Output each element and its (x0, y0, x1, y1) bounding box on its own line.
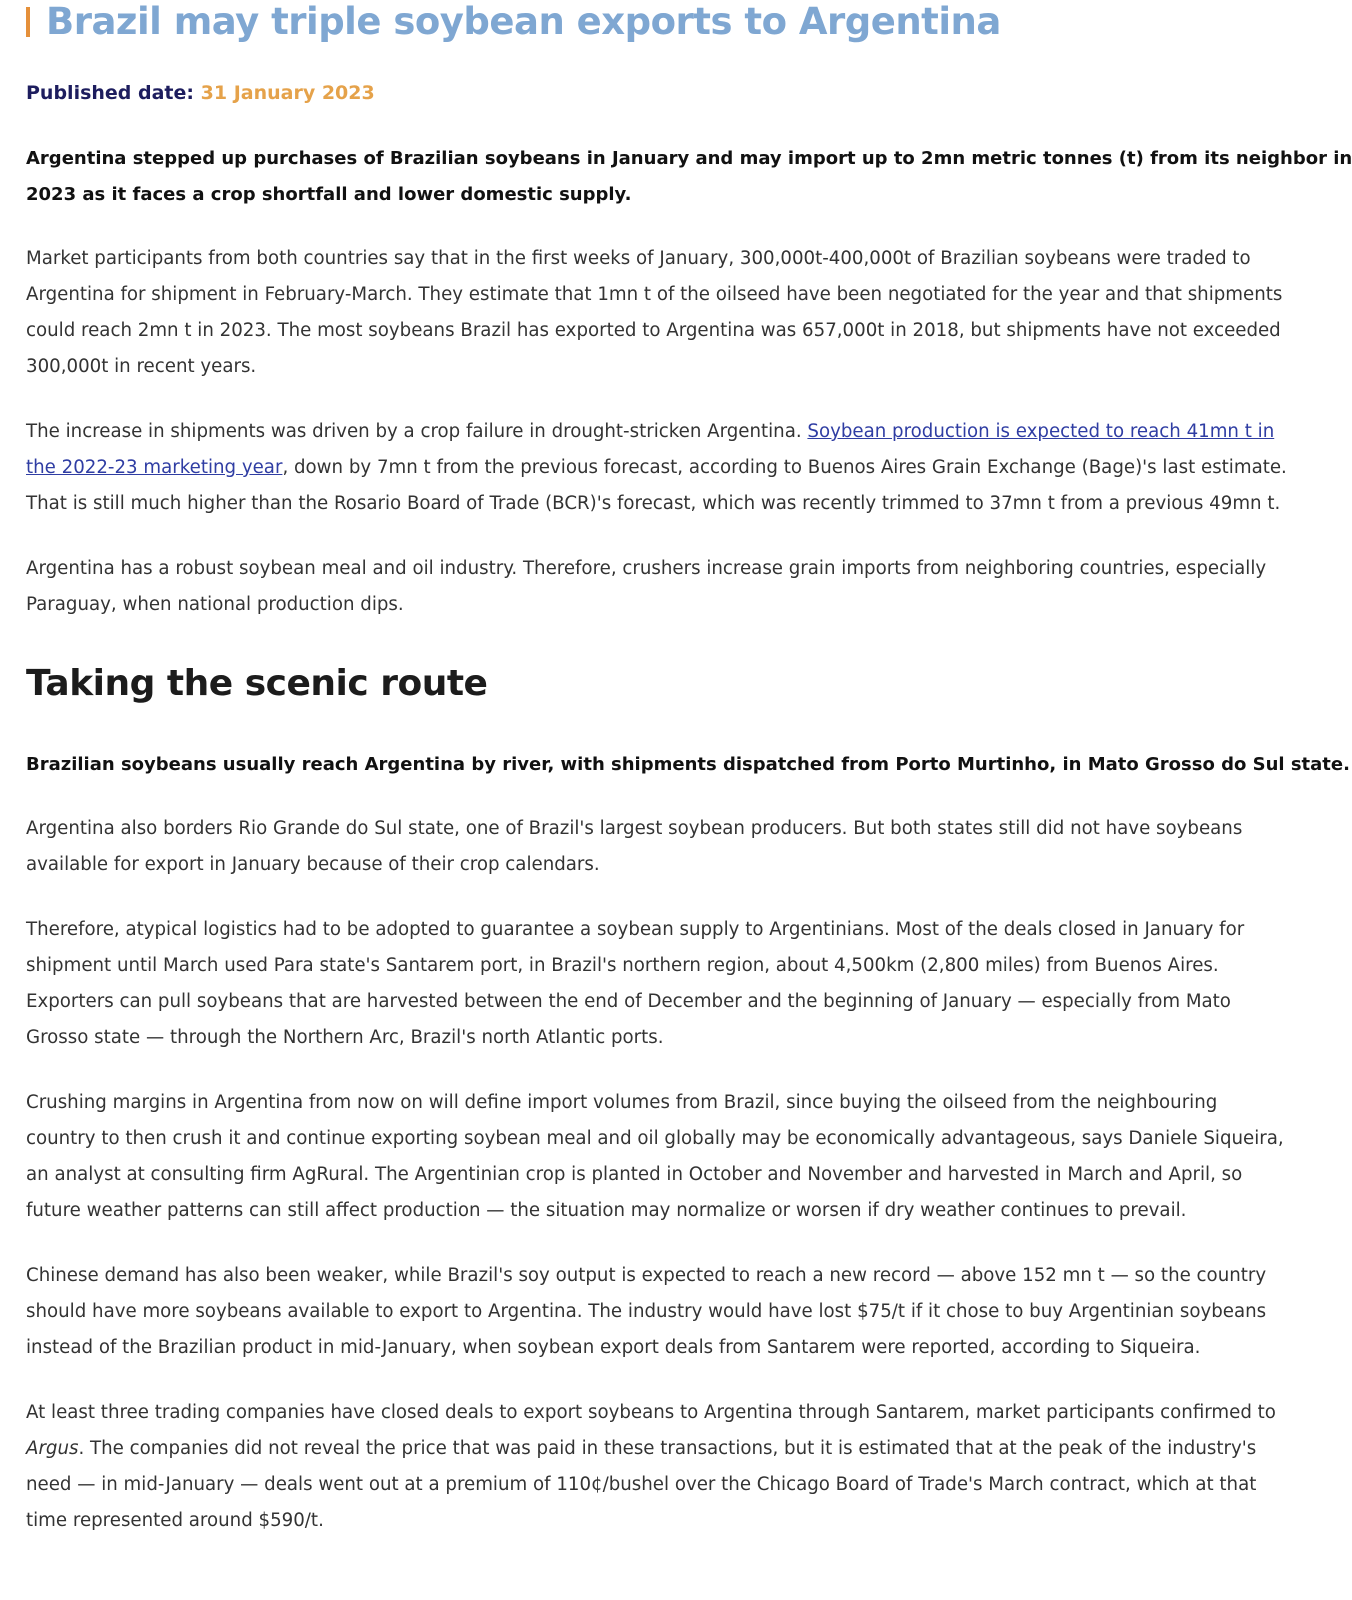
intro-paragraph: Argentina stepped up purchases of Brazilian soybeans in January and may import up to 2mn metric tonnes (t) from its neighbor in 2023 as it faces a crop shortfall and lower domestic supply. (26, 148, 1352, 205)
article-title: Brazil may triple soybean exports to Argentina (46, 0, 1001, 43)
published-label: Published date: (26, 82, 195, 104)
paragraph-7: Chinese demand has also been weaker, while Brazil's soy output is expected to reach a new record — above 152 mn t — so the country should have more soybeans available to export to Argentina. The industry would have lost $75/t if it chose to buy Argentinian soybeans instead of the Brazilian product in mid-January, when soybean export deals from Santarem were reported, according to Siqueira. (26, 1265, 1267, 1358)
title-accent-bar (26, 7, 30, 37)
production-forecast-link[interactable]: Soybean production is expected to reach 41mn t in (807, 421, 1275, 442)
paragraph-4: Argentina also borders Rio Grande do Sul state, one of Brazil's largest soybean producers. But both states still did not have soybeans available for export in January because of their crop calendars. (26, 818, 1243, 875)
paragraph-5: Therefore, atypical logistics had to be adopted to guarantee a soybean supply to Argentinians. Most of the deals closed in January for shipment until March used Para state's Santarem port, in Brazil's northern region, about 4,500km (2,800 miles) from Buenos Aires. Exporters can pull soybeans that are harvested between the end of December and the beginning of January — especially from Mato Grosso state — through the Northern Arc, Brazil's north Atlantic ports. (26, 919, 1245, 1048)
production-forecast-link-cont[interactable]: the 2022-23 marketing year (26, 457, 283, 478)
article (26, 0, 1352, 1531)
published-date-value: 31 January 2023 (200, 82, 375, 104)
published-date (26, 80, 375, 106)
section-heading: Taking the scenic route (26, 663, 488, 704)
paragraph-1: Market participants from both countries say that in the first weeks of January, 300,000t-400,000t of Brazilian soybeans were traded to Argentina for shipment in February-March. They estimate that 1mn t of the oilseed have been negotiated for the year and that shipments could reach 2mn t in 2023. The most soybeans Brazil has exported to Argentina was 657,000t in 2018, but shipments have not exceeded 300,000t in recent years. (26, 248, 1283, 377)
paragraph-2: The increase in shipments was driven by a crop failure in drought-stricken Argentina. Soybean production is expected to reach 41mn t in the 2022-23 marketing year, down by 7mn t from the previous forecast, according to Buenos Aires Grain Exchange (Bage)'s last estimate. That is still much higher than the Rosario Board of Trade (BCR)'s forecast, which was recently trimmed to 37mn t from a previous 49mn t. (26, 421, 1287, 514)
publication-name: Argus (26, 1438, 79, 1459)
paragraph-8: At least three trading companies have closed deals to export soybeans to Argentina through Santarem, market participants confirmed to Argus. The companies did not reveal the price that was paid in these transactions, but it is estimated that at the peak of the industry's need — in mid-January — deals went out at a premium of 110¢/bushel over the Chicago Board of Trade's March contract, which at that time represented around $590/t. (26, 1402, 1276, 1531)
paragraph-6: Crushing margins in Argentina from now on will define import volumes from Brazil, since buying the oilseed from the neighbouring country to then crush it and continue exporting soybean meal and oil globally may be economically advantageous, says Daniele Siqueira, an analyst at consulting firm AgRural. The Argentinian crop is planted in October and November and harvested in March and April, so future weather patterns can still affect production — the situation may normalize or worsen if dry weather continues to prevail. (26, 1092, 1284, 1221)
paragraph-3: Argentina has a robust soybean meal and oil industry. Therefore, crushers increase grain imports from neighboring countries, especially Paraguay, when national production dips. (26, 558, 1267, 615)
section-intro: Brazilian soybeans usually reach Argentina by river, with shipments dispatched from Porto Murtinho, in Mato Grosso do Sul state. (26, 754, 1350, 775)
title-row (26, 0, 1308, 44)
